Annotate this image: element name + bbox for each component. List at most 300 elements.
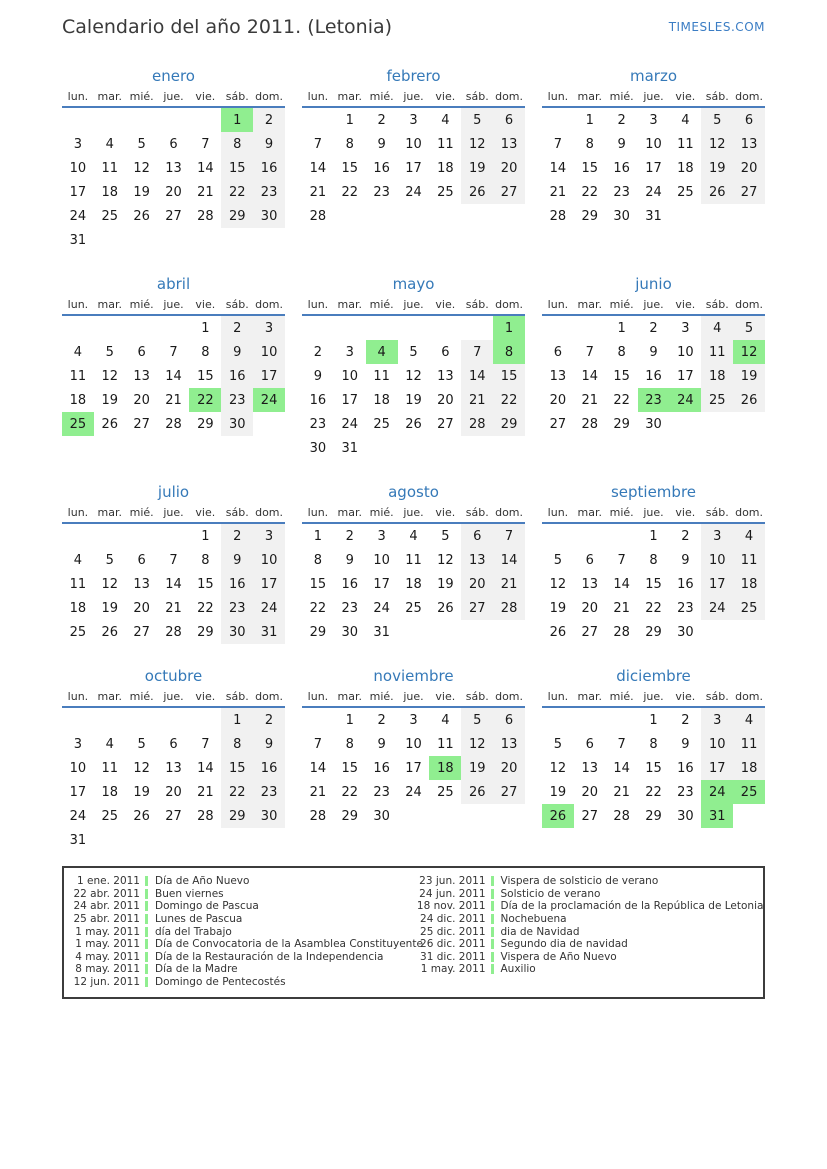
weekday-label: vie. [195,90,216,103]
day-cell: 4 [733,708,765,732]
day-cell: 9 [221,548,253,572]
legend-entry [414,925,760,938]
day-grid [302,108,525,228]
weekday-label: mar. [577,506,602,519]
day-cell: 15 [493,364,525,388]
month-title[interactable]: agosto [388,483,439,501]
day-cell: 8 [649,552,658,568]
day-cell: 7 [169,344,178,360]
weekday-label: mar. [577,90,602,103]
weekday-label: lun. [67,506,89,519]
day-cell: 9 [345,552,354,568]
day-cell: 8 [221,132,253,156]
day-cell: 22 [341,184,359,200]
day-cell: 27 [493,180,525,204]
day-cell: 6 [441,344,450,360]
legend-entry-label: Día de Año Nuevo [155,875,250,888]
holiday-color-bar [491,939,494,949]
month-title[interactable]: abril [156,275,191,293]
day-cell: 26 [733,388,765,412]
day-cell: 7 [461,340,493,364]
day-cell: 30 [341,624,359,640]
empty-cell [398,316,430,340]
day-cell: 31 [373,624,390,640]
weekday-label: dom. [255,506,284,519]
day-cell: 23 [677,784,694,800]
day-cell: 27 [165,208,182,224]
legend-entry-date: 24 dic. 2011 [420,913,486,926]
weekday-label: vie. [435,298,456,311]
month-septiembre [542,483,765,644]
day-cell: 14 [461,364,493,388]
day-cell: 4 [105,136,114,152]
day-cell: 10 [405,136,422,152]
empty-cell [334,316,366,340]
legend-column-left [68,875,423,989]
day-cell: 18 [373,392,390,408]
empty-cell [461,316,493,340]
month-title[interactable]: febrero [386,67,441,85]
day-cell: 17 [341,392,359,408]
empty-cell [606,708,638,732]
day-cell: 25 [101,808,119,824]
weekday-label: mar. [337,506,362,519]
day-cell: 3 [701,524,733,548]
weekday-label: lun. [307,506,329,519]
day-cell: 25 [62,412,94,436]
weekday-label: jue. [163,298,184,311]
day-cell: 15 [309,576,327,592]
day-cell: 6 [169,736,178,752]
day-cell: 10 [645,136,662,152]
day-cell: 16 [341,576,359,592]
day-cell: 13 [437,368,454,384]
holiday-color-bar [145,927,148,937]
legend-entry-date: 31 dic. 2011 [420,950,486,963]
day-cell: 11 [437,736,454,752]
day-cell: 28 [581,416,599,432]
day-cell: 1 [221,708,253,732]
day-grid [62,316,285,436]
day-cell: 5 [409,344,418,360]
day-cell: 18 [101,784,119,800]
day-cell: 11 [437,136,454,152]
day-cell: 30 [677,624,694,640]
day-cell: 7 [169,552,178,568]
legend-entry-label: día del Trabajo [155,925,232,938]
month-junio [542,275,765,460]
day-cell: 27 [581,808,599,824]
day-cell: 17 [701,572,733,596]
weekday-label: vie. [675,506,696,519]
month-enero [62,67,285,252]
day-cell: 17 [69,784,87,800]
day-cell: 19 [101,392,119,408]
day-cell: 20 [581,784,599,800]
day-cell: 17 [253,572,285,596]
day-cell: 26 [405,416,422,432]
day-cell: 22 [581,184,599,200]
day-cell: 4 [105,736,114,752]
weekday-label: lun. [307,90,329,103]
weekday-label: mié. [369,298,394,311]
month-title[interactable]: noviembre [373,667,454,685]
day-cell: 5 [461,708,493,732]
day-cell: 9 [681,552,690,568]
day-grid [62,108,285,252]
weekday-label: mar. [337,690,362,703]
day-grid [302,708,525,828]
empty-cell [94,316,126,340]
day-cell: 23 [309,416,327,432]
day-cell: 20 [165,784,182,800]
weekday-label: mar. [97,506,122,519]
weekday-label: sáb. [465,690,489,703]
legend-entry [68,925,414,938]
day-cell: 28 [613,624,630,640]
day-cell: 30 [253,204,285,228]
day-cell: 30 [373,808,390,824]
day-cell: 3 [73,136,83,152]
day-cell: 7 [313,136,323,152]
day-cell: 2 [313,344,323,360]
day-cell: 3 [253,316,285,340]
day-cell: 16 [221,572,253,596]
month-title[interactable]: enero [152,67,195,85]
day-cell: 22 [493,388,525,412]
day-cell: 3 [73,736,83,752]
day-cell: 22 [189,388,221,412]
day-cell: 10 [69,760,87,776]
day-cell: 26 [133,808,150,824]
day-cell: 2 [253,108,285,132]
weekday-label: sáb. [225,298,249,311]
day-cell: 15 [221,156,253,180]
holiday-color-bar [491,876,494,886]
day-cell: 29 [341,808,359,824]
day-cell: 19 [133,184,150,200]
day-cell: 7 [585,344,594,360]
day-cell: 28 [309,808,327,824]
day-cell: 13 [581,760,599,776]
weekday-label: mié. [609,506,634,519]
day-cell: 5 [553,736,563,752]
weekday-label: mié. [369,690,394,703]
day-cell: 14 [309,760,327,776]
day-cell: 16 [645,368,662,384]
day-cell: 13 [133,576,150,592]
day-cell: 6 [733,108,765,132]
day-cell: 5 [105,344,114,360]
day-cell: 30 [613,208,630,224]
weekday-label: dom. [495,690,524,703]
weekday-label: jue. [403,90,424,103]
weekday-label: sáb. [705,690,729,703]
weekday-label: mar. [577,690,602,703]
day-cell: 3 [409,712,418,728]
day-cell: 13 [549,368,567,384]
day-cell: 17 [405,760,422,776]
legend-entry [68,888,414,901]
day-cell: 30 [253,804,285,828]
day-cell: 23 [253,180,285,204]
day-cell: 10 [341,368,359,384]
day-cell: 3 [409,112,418,128]
empty-cell [542,316,574,340]
day-cell: 15 [581,160,599,176]
day-cell: 26 [542,804,574,828]
day-cell: 15 [197,368,214,384]
weekday-label: jue. [163,90,184,103]
day-cell: 1 [649,528,658,544]
day-cell: 29 [309,624,327,640]
day-cell: 8 [313,552,323,568]
weekday-label: sáb. [465,298,489,311]
weekday-label: vie. [435,90,456,103]
weekday-header [302,298,525,316]
day-cell: 4 [73,344,83,360]
day-cell: 12 [461,732,493,756]
weekday-label: dom. [735,690,764,703]
weekday-label: jue. [403,690,424,703]
day-cell: 20 [461,572,493,596]
day-cell: 29 [613,416,630,432]
day-cell: 25 [733,780,765,804]
day-cell: 26 [133,208,150,224]
weekday-label: sáb. [705,90,729,103]
day-cell: 22 [309,600,327,616]
day-cell: 11 [101,160,119,176]
month-title[interactable]: septiembre [610,483,697,501]
day-cell: 23 [373,184,390,200]
day-cell: 21 [581,392,599,408]
day-cell: 21 [613,784,630,800]
day-cell: 11 [405,552,422,568]
day-cell: 14 [613,760,630,776]
day-cell: 18 [429,756,461,780]
legend-entry-label: Auxilio [500,963,536,976]
day-cell: 31 [701,804,733,828]
weekday-header [302,690,525,708]
day-cell: 27 [437,416,454,432]
legend-entry-label: Lunes de Pascua [155,913,243,926]
day-cell: 1 [345,712,354,728]
day-cell: 3 [253,524,285,548]
day-cell: 9 [617,136,626,152]
day-cell: 5 [701,108,733,132]
day-cell: 23 [221,388,253,412]
holiday-color-bar [145,889,148,899]
day-cell: 18 [69,392,87,408]
day-cell: 28 [197,808,214,824]
legend-entry-date: 24 abr. 2011 [73,900,140,913]
day-cell: 11 [101,760,119,776]
day-cell: 10 [405,736,422,752]
day-cell: 9 [681,736,690,752]
weekday-label: mié. [369,90,394,103]
day-cell: 13 [581,576,599,592]
empty-cell [62,316,94,340]
legend-entry-date: 1 may. 2011 [75,938,140,951]
day-cell: 28 [197,208,214,224]
empty-cell [126,316,158,340]
legend-entry-label: Solsticio de verano [500,887,601,900]
month-title[interactable]: junio [635,275,672,293]
day-cell: 2 [253,708,285,732]
weekday-label: dom. [255,90,284,103]
legend-entry-date: 23 jun. 2011 [419,875,486,888]
weekday-label: sáb. [705,298,729,311]
day-grid [62,708,285,852]
month-title[interactable]: diciembre [616,667,691,685]
day-cell: 14 [165,576,182,592]
day-cell: 18 [437,160,454,176]
day-cell: 30 [677,808,694,824]
day-cell: 11 [701,340,733,364]
weekday-label: mié. [609,90,634,103]
day-cell: 13 [133,368,150,384]
day-cell: 12 [437,552,454,568]
weekday-label: sáb. [225,690,249,703]
empty-cell [542,108,574,132]
legend-entry [68,900,414,913]
legend-entry [68,963,414,976]
legend-entry-label: Vispera de solsticio de verano [500,875,659,888]
day-cell: 12 [101,368,119,384]
day-cell: 24 [69,808,87,824]
day-cell: 19 [405,392,422,408]
legend-entry-date: 22 abr. 2011 [73,887,140,900]
day-cell: 26 [461,780,493,804]
day-cell: 8 [221,732,253,756]
day-cell: 28 [309,208,327,224]
day-cell: 24 [669,388,701,412]
day-cell: 8 [345,136,354,152]
empty-cell [158,524,190,548]
day-cell: 4 [733,524,765,548]
legend-entry-label: dia de Navidad [500,925,580,938]
weekday-label: jue. [643,90,664,103]
day-cell: 26 [461,180,493,204]
day-cell: 21 [197,784,214,800]
day-cell: 16 [373,760,390,776]
legend-entry-date: 25 abr. 2011 [73,913,140,926]
day-grid [542,108,765,228]
weekday-header [542,298,765,316]
weekday-label: mié. [129,506,154,519]
empty-cell [94,108,126,132]
day-cell: 18 [733,756,765,780]
day-cell: 25 [437,184,454,200]
weekday-label: jue. [643,506,664,519]
legend-entry-date: 4 may. 2011 [75,950,140,963]
holiday-legend [62,866,765,999]
month-title[interactable]: mayo [392,275,435,293]
day-cell: 27 [461,596,493,620]
day-cell: 14 [581,368,599,384]
weekday-label: mié. [129,298,154,311]
day-cell: 20 [133,392,150,408]
day-cell: 29 [197,624,214,640]
weekday-label: lun. [67,90,89,103]
day-cell: 30 [309,440,327,456]
day-cell: 1 [201,528,210,544]
day-cell: 22 [613,392,630,408]
month-title[interactable]: marzo [629,67,678,85]
holiday-color-bar [491,901,494,911]
day-cell: 3 [345,344,354,360]
weekday-header [62,298,285,316]
weekday-label: jue. [643,690,664,703]
empty-cell [302,108,334,132]
day-cell: 6 [137,552,146,568]
day-cell: 26 [701,180,733,204]
day-cell: 11 [733,732,765,756]
holiday-color-bar [145,952,148,962]
day-cell: 19 [549,600,567,616]
day-cell: 6 [553,344,563,360]
day-cell: 9 [313,368,323,384]
empty-cell [126,524,158,548]
day-cell: 12 [133,160,150,176]
day-cell: 16 [253,756,285,780]
weekday-header [302,506,525,524]
legend-entry-label: Día de la proclamación de la República de Letonia [500,900,764,913]
day-cell: 21 [549,184,567,200]
day-cell: 14 [493,548,525,572]
weekday-label: vie. [675,690,696,703]
day-cell: 10 [701,732,733,756]
legend-entry-date: 8 may. 2011 [75,963,140,976]
legend-entry-label: Día de la Restauración de la Independencia [155,950,384,963]
day-cell: 19 [461,156,493,180]
day-cell: 12 [549,576,567,592]
legend-entry [414,913,760,926]
day-cell: 20 [581,600,599,616]
weekday-label: dom. [735,298,764,311]
day-cell: 2 [345,528,354,544]
day-grid [302,524,525,644]
weekday-label: mié. [129,690,154,703]
day-grid [542,524,765,644]
site-link[interactable]: TIMESLES.COM [668,20,765,34]
day-cell: 1 [649,712,658,728]
day-cell: 11 [733,548,765,572]
day-cell: 22 [645,784,662,800]
legend-entry [68,938,423,951]
day-cell: 25 [405,600,422,616]
day-cell: 7 [553,136,563,152]
month-title[interactable]: octubre [144,667,203,685]
weekday-label: dom. [255,690,284,703]
day-cell: 16 [221,364,253,388]
day-cell: 11 [69,576,87,592]
month-title[interactable]: julio [157,483,190,501]
day-cell: 14 [549,160,567,176]
day-cell: 18 [69,600,87,616]
day-grid [542,316,765,436]
month-julio [62,483,285,644]
day-cell: 5 [733,316,765,340]
day-cell: 5 [137,736,146,752]
day-cell: 15 [221,756,253,780]
day-cell: 26 [437,600,454,616]
day-cell: 18 [701,364,733,388]
legend-entry-label: Buen viernes [155,887,224,900]
day-cell: 27 [549,416,567,432]
holiday-color-bar [491,889,494,899]
day-cell: 25 [101,208,119,224]
